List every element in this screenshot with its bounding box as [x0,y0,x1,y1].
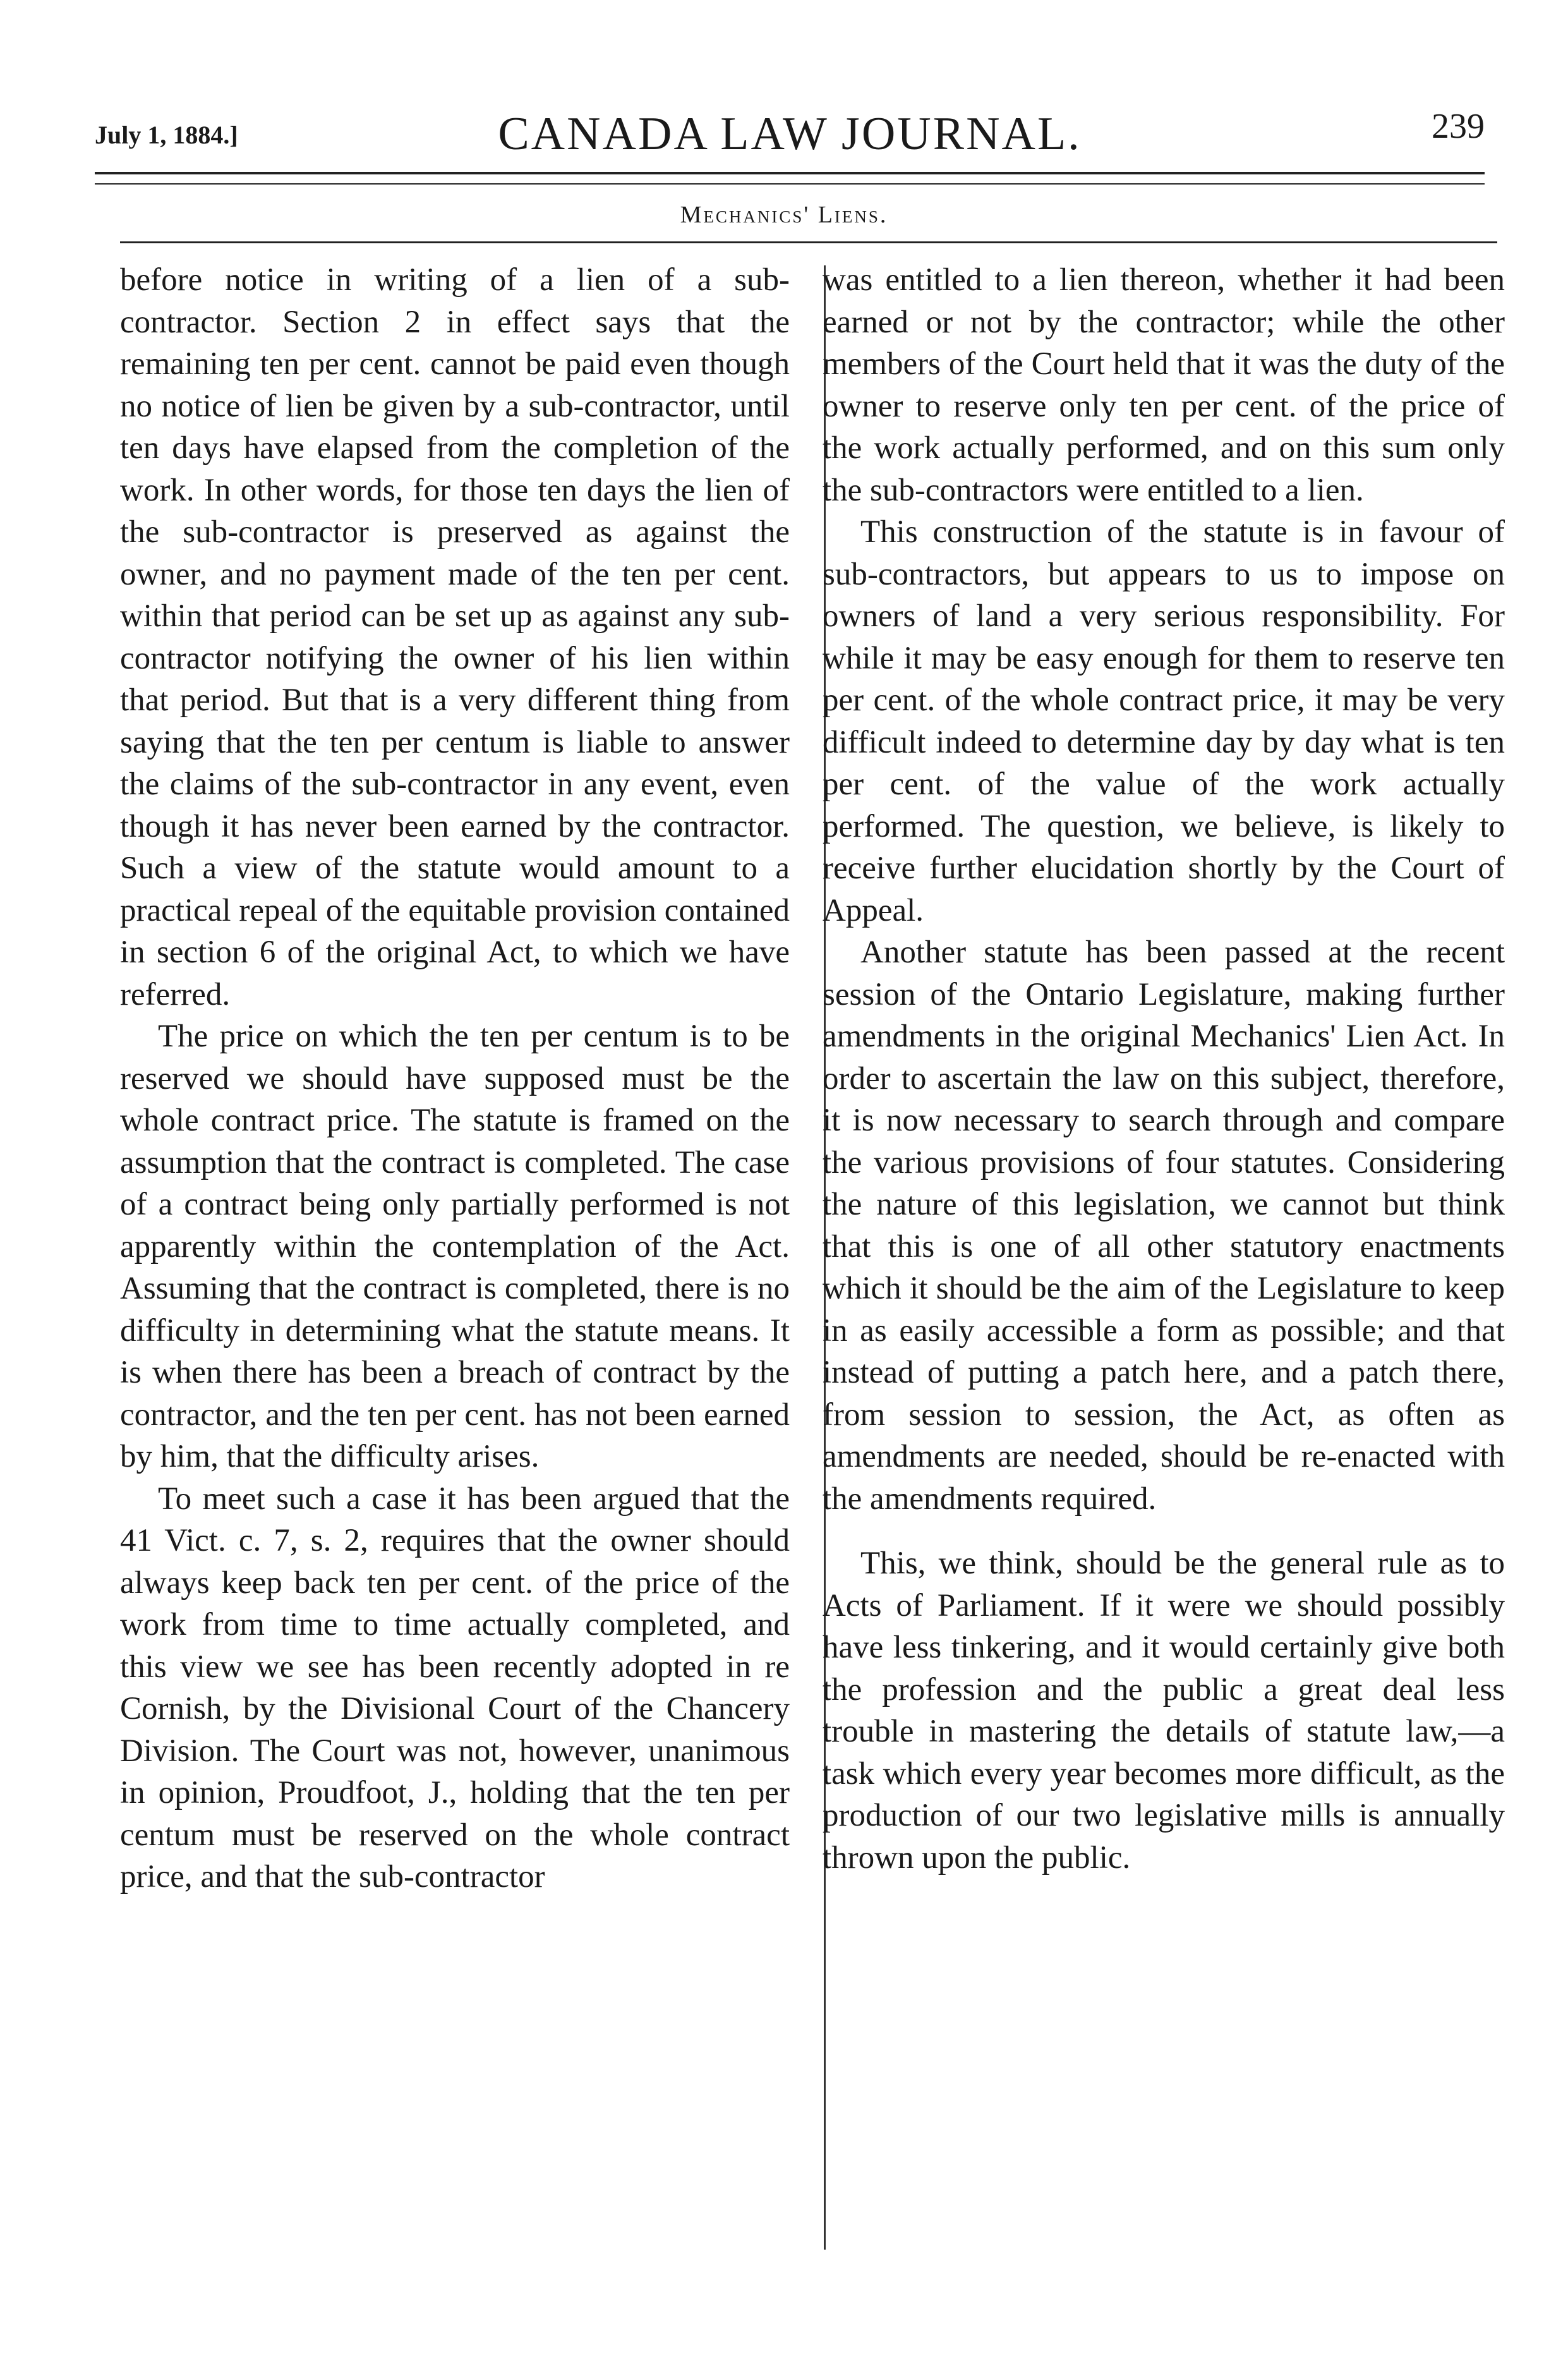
right-paragraph-1: was entitled to a lien thereon, whether it had been earned or not by the contractor; while the other members of the Court held that it was the duty of the owner to reserve only ten per cent. of the price of the work actually performed, and on this sum only the sub-contractors were entitled to a lien. [823,262,1505,508]
page-number: 239 [1432,107,1485,146]
right-paragraph-2: This construction of the statute is in favour of sub-contractors, but appears to us to impose on owners of land a very serious responsibility. For while it may be easy enough for them to reserve ten per cent. of the whole contract price, it may be very difficult indeed to determine day by day what is ten per cent. of the value of the work actually performed. The question, we believe, is likely to receive further elucidation shortly by the Court of Appeal. [823,514,1505,928]
right-paragraph-4: This, we think, should be the general rule as to Acts of Parliament. If it were we should possibly have less tinkering, and it would certainly give both the profession and the public a great deal less trouble in mastering the details of statute law,—a task which every year becomes more difficult, as the production of our two legislative mills is annually thrown upon the public. [823,1546,1505,1876]
left-paragraph-3: To meet such a case it has been argued that the 41 Vict. c. 7, s. 2, requires that the owner should always keep back ten per cent. of the price of the work from time to time actually completed, and this view we see has been recently adopted in re Cornish, by the Divisional Court of the Chancery Division. The Court was not, however, unanimous in opinion, Proudfoot, J., holding that the ten per centum must be reserved on the whole contract price, and that the sub-contractor [120,1481,790,1894]
section-rule [120,241,1497,243]
issue-date: July 1, 1884.] [95,121,238,149]
left-paragraph-2: The price on which the ten per centum is to be reserved we should have supposed must be the whole contract price. The statute is framed on the assumption that the contract is completed. The case of a contract being only partially performed is not apparently within the contemplation of the Act. Assuming that the contract is completed, there is no difficulty in determining what the statute means. It is when there has been a breach of contract by the contractor, and the ten per cent. has not been earned by him, that the difficulty arises. [120,1019,790,1474]
right-column [823,259,1505,1879]
right-paragraph-3: Another statute has been passed at the recent session of the Ontario Legislature, making further amendments in the original Mechanics' Lien Act. In order to ascertain the law on this subject, therefore, it is now necessary to search through and compare the various provisions of four statutes. Considering the nature of this legislation, we cannot but think that this is one of all other statutory enactments which it should be the aim of the Legislature to keep in as easily accessible a form as possible; and that instead of putting a patch here, and a patch there, from session to session, the Act, as often as amendments are needed, should be re-enacted with the amendments required. [823,935,1505,1517]
left-paragraph-1: before notice in writing of a lien of a sub-contractor. Section 2 in effect says that the remaining ten per cent. cannot be paid even though no notice of lien be given by a sub-contractor, until ten days have elapsed from the completion of the work. In other words, for those ten days the lien of the sub-contractor is preserved as against the owner, and no payment made of the ten per cent. within that period can be set up as against any sub-contractor notifying the owner of his lien within that period. But that is a very different thing from saying that the ten per centum is liable to answer the claims of the sub-contractor in any event, even though it has never been earned by the contractor. Such a view of the statute would amount to a practical repeal of the equitable provision contained in section 6 of the original Act, to which we have referred. [120,262,790,1012]
header-double-rule [95,172,1485,185]
left-column [120,259,790,1898]
journal-title: CANADA LAW JOURNAL. [498,108,1082,160]
running-header [95,95,1485,171]
section-title: Mechanics' Liens. [680,202,888,228]
